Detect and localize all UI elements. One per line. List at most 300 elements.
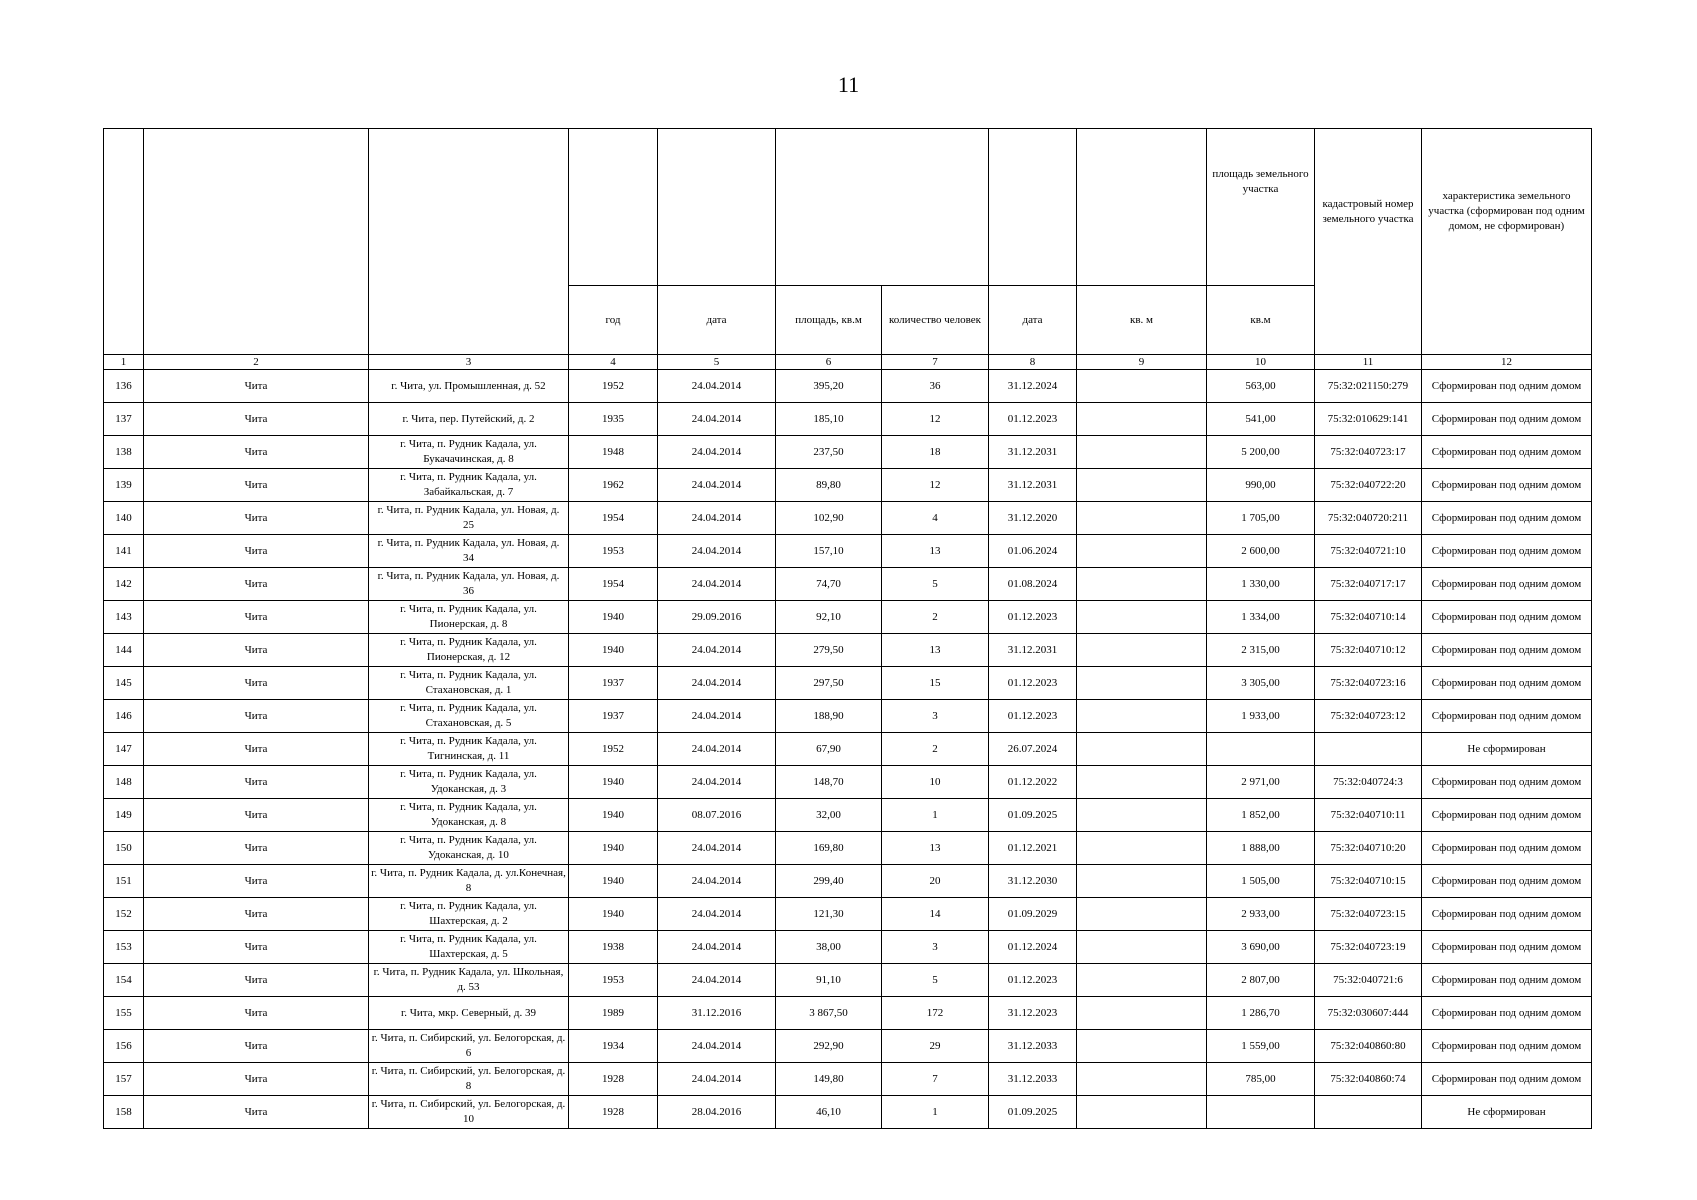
header-cadastral-number: кадастровый номер земельного участка: [1315, 129, 1422, 355]
people-count-cell: 12: [882, 469, 989, 502]
row-number-cell: 155: [104, 997, 144, 1030]
cadastral-number-cell: 75:32:021150:279: [1315, 370, 1422, 403]
city-cell: Чита: [144, 436, 369, 469]
header-cell-3: [369, 129, 569, 355]
column-number: 7: [882, 355, 989, 370]
city-cell: Чита: [144, 601, 369, 634]
date-2-cell: 01.06.2024: [989, 535, 1077, 568]
city-cell: Чита: [144, 700, 369, 733]
row-number-cell: 136: [104, 370, 144, 403]
date-2-cell: 31.12.2033: [989, 1063, 1077, 1096]
row-number-cell: 147: [104, 733, 144, 766]
cadastral-number-cell: 75:32:040860:74: [1315, 1063, 1422, 1096]
cadastral-number-cell: 75:32:040860:80: [1315, 1030, 1422, 1063]
header-land-area: площадь земельного участка: [1207, 129, 1315, 286]
sqm-cell: [1077, 832, 1207, 865]
sqm-cell: [1077, 634, 1207, 667]
year-cell: 1937: [569, 667, 658, 700]
land-characteristic-cell: Сформирован под одним домом: [1422, 535, 1592, 568]
sqm-cell: [1077, 1096, 1207, 1129]
sqm-cell: [1077, 436, 1207, 469]
people-count-cell: 12: [882, 403, 989, 436]
date-cell: 24.04.2014: [658, 403, 776, 436]
row-number-cell: 154: [104, 964, 144, 997]
date-2-cell: 01.08.2024: [989, 568, 1077, 601]
land-characteristic-cell: Не сформирован: [1422, 1096, 1592, 1129]
area-cell: 32,00: [776, 799, 882, 832]
area-cell: 149,80: [776, 1063, 882, 1096]
date-2-cell: 01.12.2021: [989, 832, 1077, 865]
table-body: [104, 370, 1592, 1129]
header-cell-9-top: [1077, 129, 1207, 286]
sqm-cell: [1077, 403, 1207, 436]
land-area-cell: 1 505,00: [1207, 865, 1315, 898]
cadastral-number-cell: 75:32:040710:15: [1315, 865, 1422, 898]
row-number-cell: 158: [104, 1096, 144, 1129]
row-number-cell: 146: [104, 700, 144, 733]
table-row: [104, 568, 1592, 601]
area-cell: 46,10: [776, 1096, 882, 1129]
sqm-cell: [1077, 370, 1207, 403]
sqm-cell: [1077, 568, 1207, 601]
date-cell: 24.04.2014: [658, 469, 776, 502]
city-cell: Чита: [144, 1030, 369, 1063]
year-cell: 1935: [569, 403, 658, 436]
area-cell: 89,80: [776, 469, 882, 502]
city-cell: Чита: [144, 403, 369, 436]
date-cell: 24.04.2014: [658, 370, 776, 403]
area-cell: 38,00: [776, 931, 882, 964]
city-cell: Чита: [144, 766, 369, 799]
date-2-cell: 01.12.2024: [989, 931, 1077, 964]
sqm-cell: [1077, 469, 1207, 502]
land-area-cell: 1 330,00: [1207, 568, 1315, 601]
land-characteristic-cell: Сформирован под одним домом: [1422, 436, 1592, 469]
land-characteristic-cell: Сформирован под одним домом: [1422, 1063, 1592, 1096]
table-header: [104, 129, 1592, 370]
people-count-cell: 20: [882, 865, 989, 898]
sqm-cell: [1077, 964, 1207, 997]
cadastral-number-cell: 75:32:030607:444: [1315, 997, 1422, 1030]
land-characteristic-cell: Сформирован под одним домом: [1422, 667, 1592, 700]
row-number-cell: 145: [104, 667, 144, 700]
sqm-cell: [1077, 865, 1207, 898]
table-row: [104, 1063, 1592, 1096]
cadastral-number-cell: 75:32:040723:15: [1315, 898, 1422, 931]
land-area-cell: [1207, 1096, 1315, 1129]
table-row: [104, 997, 1592, 1030]
header-date: дата: [658, 286, 776, 355]
column-number: 8: [989, 355, 1077, 370]
land-characteristic-cell: Сформирован под одним домом: [1422, 766, 1592, 799]
city-cell: Чита: [144, 832, 369, 865]
land-characteristic-cell: Сформирован под одним домом: [1422, 601, 1592, 634]
table-row: [104, 1096, 1592, 1129]
land-characteristic-cell: Сформирован под одним домом: [1422, 634, 1592, 667]
row-number-cell: 153: [104, 931, 144, 964]
land-characteristic-cell: Сформирован под одним домом: [1422, 997, 1592, 1030]
table-row: [104, 964, 1592, 997]
people-count-cell: 7: [882, 1063, 989, 1096]
year-cell: 1940: [569, 865, 658, 898]
land-characteristic-cell: Сформирован под одним домом: [1422, 700, 1592, 733]
city-cell: Чита: [144, 898, 369, 931]
row-number-cell: 144: [104, 634, 144, 667]
year-cell: 1954: [569, 502, 658, 535]
city-cell: Чита: [144, 865, 369, 898]
sqm-cell: [1077, 799, 1207, 832]
year-cell: 1952: [569, 370, 658, 403]
column-number: 5: [658, 355, 776, 370]
table-row: [104, 733, 1592, 766]
cadastral-number-cell: 75:32:040723:16: [1315, 667, 1422, 700]
land-area-cell: 785,00: [1207, 1063, 1315, 1096]
date-2-cell: 31.12.2023: [989, 997, 1077, 1030]
date-cell: 24.04.2014: [658, 964, 776, 997]
table-row: [104, 865, 1592, 898]
sqm-cell: [1077, 931, 1207, 964]
row-number-cell: 157: [104, 1063, 144, 1096]
table-row: [104, 832, 1592, 865]
table-row: [104, 436, 1592, 469]
column-number: 1: [104, 355, 144, 370]
area-cell: 279,50: [776, 634, 882, 667]
land-characteristic-cell: Сформирован под одним домом: [1422, 370, 1592, 403]
header-cell-8-top: [989, 129, 1077, 286]
address-cell: г. Чита, п. Рудник Кадала, ул. Удоканская, д. 8: [369, 799, 569, 832]
header-cell-4-top: [569, 129, 658, 286]
header-sqm: кв. м: [1077, 286, 1207, 355]
address-cell: г. Чита, п. Рудник Кадала, ул. Стахановская, д. 5: [369, 700, 569, 733]
header-cell-5-top: [658, 129, 776, 286]
land-characteristic-cell: Не сформирован: [1422, 733, 1592, 766]
date-cell: 24.04.2014: [658, 733, 776, 766]
year-cell: 1928: [569, 1063, 658, 1096]
column-number: 10: [1207, 355, 1315, 370]
year-cell: 1940: [569, 634, 658, 667]
address-cell: г. Чита, п. Рудник Кадала, ул. Новая, д. 25: [369, 502, 569, 535]
people-count-cell: 2: [882, 601, 989, 634]
cadastral-number-cell: [1315, 733, 1422, 766]
year-cell: 1953: [569, 535, 658, 568]
land-area-cell: 2 971,00: [1207, 766, 1315, 799]
area-cell: 148,70: [776, 766, 882, 799]
cadastral-number-cell: 75:32:040710:14: [1315, 601, 1422, 634]
people-count-cell: 15: [882, 667, 989, 700]
date-cell: 24.04.2014: [658, 634, 776, 667]
cadastral-number-cell: 75:32:040724:3: [1315, 766, 1422, 799]
cadastral-number-cell: 75:32:040720:211: [1315, 502, 1422, 535]
land-area-cell: 541,00: [1207, 403, 1315, 436]
land-area-cell: 3 690,00: [1207, 931, 1315, 964]
year-cell: 1934: [569, 1030, 658, 1063]
year-cell: 1940: [569, 799, 658, 832]
land-area-cell: 990,00: [1207, 469, 1315, 502]
cadastral-number-cell: 75:32:040723:17: [1315, 436, 1422, 469]
people-count-cell: 36: [882, 370, 989, 403]
cadastral-number-cell: [1315, 1096, 1422, 1129]
area-cell: 188,90: [776, 700, 882, 733]
date-cell: 24.04.2014: [658, 931, 776, 964]
city-cell: Чита: [144, 469, 369, 502]
address-cell: г. Чита, п. Рудник Кадала, ул. Новая, д. 34: [369, 535, 569, 568]
city-cell: Чита: [144, 1096, 369, 1129]
date-2-cell: 31.12.2020: [989, 502, 1077, 535]
header-cell-2: [144, 129, 369, 355]
table-row: [104, 1030, 1592, 1063]
address-cell: г. Чита, п. Рудник Кадала, ул. Шахтерская, д. 2: [369, 898, 569, 931]
land-area-cell: [1207, 733, 1315, 766]
people-count-cell: 4: [882, 502, 989, 535]
date-2-cell: 01.09.2025: [989, 1096, 1077, 1129]
header-year: год: [569, 286, 658, 355]
date-cell: 24.04.2014: [658, 1030, 776, 1063]
area-cell: 395,20: [776, 370, 882, 403]
date-2-cell: 01.12.2023: [989, 667, 1077, 700]
table-row: [104, 403, 1592, 436]
date-2-cell: 31.12.2031: [989, 469, 1077, 502]
people-count-cell: 2: [882, 733, 989, 766]
row-number-cell: 150: [104, 832, 144, 865]
land-area-cell: 2 933,00: [1207, 898, 1315, 931]
people-count-cell: 3: [882, 700, 989, 733]
land-characteristic-cell: Сформирован под одним домом: [1422, 964, 1592, 997]
date-2-cell: 01.12.2023: [989, 403, 1077, 436]
header-land-sqm: кв.м: [1207, 286, 1315, 355]
land-area-cell: 1 559,00: [1207, 1030, 1315, 1063]
cadastral-number-cell: 75:32:040710:12: [1315, 634, 1422, 667]
people-count-cell: 1: [882, 1096, 989, 1129]
header-area: площадь, кв.м: [776, 286, 882, 355]
housing-register-table: [103, 128, 1592, 1129]
land-area-cell: 5 200,00: [1207, 436, 1315, 469]
address-cell: г. Чита, п. Рудник Кадала, ул. Новая, д. 36: [369, 568, 569, 601]
cadastral-number-cell: 75:32:040723:19: [1315, 931, 1422, 964]
land-area-cell: 563,00: [1207, 370, 1315, 403]
sqm-cell: [1077, 667, 1207, 700]
city-cell: Чита: [144, 667, 369, 700]
people-count-cell: 5: [882, 568, 989, 601]
area-cell: 292,90: [776, 1030, 882, 1063]
sqm-cell: [1077, 535, 1207, 568]
city-cell: Чита: [144, 370, 369, 403]
land-characteristic-cell: Сформирован под одним домом: [1422, 865, 1592, 898]
date-2-cell: 01.12.2023: [989, 700, 1077, 733]
table-row: [104, 502, 1592, 535]
land-characteristic-cell: Сформирован под одним домом: [1422, 832, 1592, 865]
table-row: [104, 535, 1592, 568]
area-cell: 157,10: [776, 535, 882, 568]
year-cell: 1940: [569, 898, 658, 931]
area-cell: 91,10: [776, 964, 882, 997]
date-2-cell: 01.12.2023: [989, 964, 1077, 997]
sqm-cell: [1077, 766, 1207, 799]
cadastral-number-cell: 75:32:040710:11: [1315, 799, 1422, 832]
date-cell: 24.04.2014: [658, 535, 776, 568]
row-number-cell: 152: [104, 898, 144, 931]
address-cell: г. Чита, п. Рудник Кадала, ул. Удоканская, д. 10: [369, 832, 569, 865]
table-row: [104, 634, 1592, 667]
people-count-cell: 14: [882, 898, 989, 931]
area-cell: 67,90: [776, 733, 882, 766]
area-cell: 185,10: [776, 403, 882, 436]
header-cell-6-7-top: [776, 129, 989, 286]
column-number: 6: [776, 355, 882, 370]
date-cell: 24.04.2014: [658, 700, 776, 733]
address-cell: г. Чита, мкр. Северный, д. 39: [369, 997, 569, 1030]
area-cell: 74,70: [776, 568, 882, 601]
address-cell: г. Чита, п. Рудник Кадала, ул. Тигнинская, д. 11: [369, 733, 569, 766]
header-land-characteristic: характеристика земельного участка (сформирован под одним домом, не сформирован): [1422, 129, 1592, 355]
area-cell: 237,50: [776, 436, 882, 469]
date-2-cell: 01.09.2029: [989, 898, 1077, 931]
year-cell: 1989: [569, 997, 658, 1030]
date-cell: 24.04.2014: [658, 667, 776, 700]
land-area-cell: 1 705,00: [1207, 502, 1315, 535]
sqm-cell: [1077, 601, 1207, 634]
date-cell: 28.04.2016: [658, 1096, 776, 1129]
address-cell: г. Чита, п. Рудник Кадала, ул. Удоканская, д. 3: [369, 766, 569, 799]
area-cell: 92,10: [776, 601, 882, 634]
sqm-cell: [1077, 1063, 1207, 1096]
table-row: [104, 898, 1592, 931]
city-cell: Чита: [144, 931, 369, 964]
address-cell: г. Чита, п. Рудник Кадала, ул. Букачачинская, д. 8: [369, 436, 569, 469]
date-cell: 31.12.2016: [658, 997, 776, 1030]
column-number-row: [104, 355, 1592, 370]
header-row-top: [104, 129, 1592, 286]
row-number-cell: 141: [104, 535, 144, 568]
land-characteristic-cell: Сформирован под одним домом: [1422, 799, 1592, 832]
land-area-cell: 1 334,00: [1207, 601, 1315, 634]
page-number: 11: [837, 72, 860, 97]
year-cell: 1954: [569, 568, 658, 601]
year-cell: 1940: [569, 601, 658, 634]
column-number: 11: [1315, 355, 1422, 370]
date-cell: 24.04.2014: [658, 1063, 776, 1096]
year-cell: 1962: [569, 469, 658, 502]
date-2-cell: 01.12.2023: [989, 601, 1077, 634]
row-number-cell: 137: [104, 403, 144, 436]
table-row: [104, 667, 1592, 700]
date-2-cell: 31.12.2031: [989, 436, 1077, 469]
land-characteristic-cell: Сформирован под одним домом: [1422, 568, 1592, 601]
city-cell: Чита: [144, 733, 369, 766]
table-row: [104, 799, 1592, 832]
row-number-cell: 139: [104, 469, 144, 502]
people-count-cell: 13: [882, 634, 989, 667]
cadastral-number-cell: 75:32:040717:17: [1315, 568, 1422, 601]
land-area-cell: 2 600,00: [1207, 535, 1315, 568]
land-characteristic-cell: Сформирован под одним домом: [1422, 898, 1592, 931]
people-count-cell: 18: [882, 436, 989, 469]
sqm-cell: [1077, 898, 1207, 931]
cadastral-number-cell: 75:32:040721:6: [1315, 964, 1422, 997]
city-cell: Чита: [144, 799, 369, 832]
people-count-cell: 29: [882, 1030, 989, 1063]
row-number-cell: 140: [104, 502, 144, 535]
date-cell: 24.04.2014: [658, 865, 776, 898]
date-cell: 24.04.2014: [658, 502, 776, 535]
cadastral-number-cell: 75:32:040722:20: [1315, 469, 1422, 502]
land-area-cell: 2 315,00: [1207, 634, 1315, 667]
date-cell: 24.04.2014: [658, 568, 776, 601]
city-cell: Чита: [144, 568, 369, 601]
year-cell: 1940: [569, 832, 658, 865]
header-date-2: дата: [989, 286, 1077, 355]
date-2-cell: 31.12.2031: [989, 634, 1077, 667]
column-number: 9: [1077, 355, 1207, 370]
address-cell: г. Чита, п. Сибирский, ул. Белогорская, д. 8: [369, 1063, 569, 1096]
address-cell: г. Чита, п. Рудник Кадала, ул. Забайкальская, д. 7: [369, 469, 569, 502]
address-cell: г. Чита, п. Рудник Кадала, д. ул.Конечная, 8: [369, 865, 569, 898]
cadastral-number-cell: 75:32:040710:20: [1315, 832, 1422, 865]
sqm-cell: [1077, 502, 1207, 535]
sqm-cell: [1077, 733, 1207, 766]
date-2-cell: 31.12.2030: [989, 865, 1077, 898]
land-characteristic-cell: Сформирован под одним домом: [1422, 403, 1592, 436]
address-cell: г. Чита, п. Рудник Кадала, ул. Шахтерская, д. 5: [369, 931, 569, 964]
city-cell: Чита: [144, 502, 369, 535]
city-cell: Чита: [144, 964, 369, 997]
sqm-cell: [1077, 1030, 1207, 1063]
people-count-cell: 3: [882, 931, 989, 964]
area-cell: 169,80: [776, 832, 882, 865]
column-number: 2: [144, 355, 369, 370]
row-number-cell: 142: [104, 568, 144, 601]
year-cell: 1952: [569, 733, 658, 766]
row-number-cell: 149: [104, 799, 144, 832]
area-cell: 102,90: [776, 502, 882, 535]
date-2-cell: 31.12.2033: [989, 1030, 1077, 1063]
address-cell: г. Чита, п. Рудник Кадала, ул. Стахановская, д. 1: [369, 667, 569, 700]
address-cell: г. Чита, п. Рудник Кадала, ул. Школьная, д. 53: [369, 964, 569, 997]
date-cell: 24.04.2014: [658, 832, 776, 865]
address-cell: г. Чита, п. Сибирский, ул. Белогорская, д. 10: [369, 1096, 569, 1129]
land-characteristic-cell: Сформирован под одним домом: [1422, 1030, 1592, 1063]
land-characteristic-cell: Сформирован под одним домом: [1422, 931, 1592, 964]
year-cell: 1938: [569, 931, 658, 964]
table-row: [104, 469, 1592, 502]
year-cell: 1948: [569, 436, 658, 469]
area-cell: 297,50: [776, 667, 882, 700]
column-number: 4: [569, 355, 658, 370]
row-number-cell: 151: [104, 865, 144, 898]
year-cell: 1937: [569, 700, 658, 733]
date-cell: 24.04.2014: [658, 898, 776, 931]
address-cell: г. Чита, п. Рудник Кадала, ул. Пионерская, д. 12: [369, 634, 569, 667]
table-row: [104, 931, 1592, 964]
column-number: 12: [1422, 355, 1592, 370]
people-count-cell: 13: [882, 832, 989, 865]
row-number-cell: 156: [104, 1030, 144, 1063]
table-row: [104, 766, 1592, 799]
area-cell: 121,30: [776, 898, 882, 931]
land-area-cell: 2 807,00: [1207, 964, 1315, 997]
cadastral-number-cell: 75:32:040721:10: [1315, 535, 1422, 568]
date-2-cell: 01.12.2022: [989, 766, 1077, 799]
date-2-cell: 31.12.2024: [989, 370, 1077, 403]
land-area-cell: 1 933,00: [1207, 700, 1315, 733]
header-people-count: количество человек: [882, 286, 989, 355]
land-characteristic-cell: Сформирован под одним домом: [1422, 502, 1592, 535]
address-cell: г. Чита, п. Сибирский, ул. Белогорская, д. 6: [369, 1030, 569, 1063]
date-cell: 08.07.2016: [658, 799, 776, 832]
sqm-cell: [1077, 997, 1207, 1030]
year-cell: 1928: [569, 1096, 658, 1129]
address-cell: г. Чита, ул. Промышленная, д. 52: [369, 370, 569, 403]
land-area-cell: 1 888,00: [1207, 832, 1315, 865]
